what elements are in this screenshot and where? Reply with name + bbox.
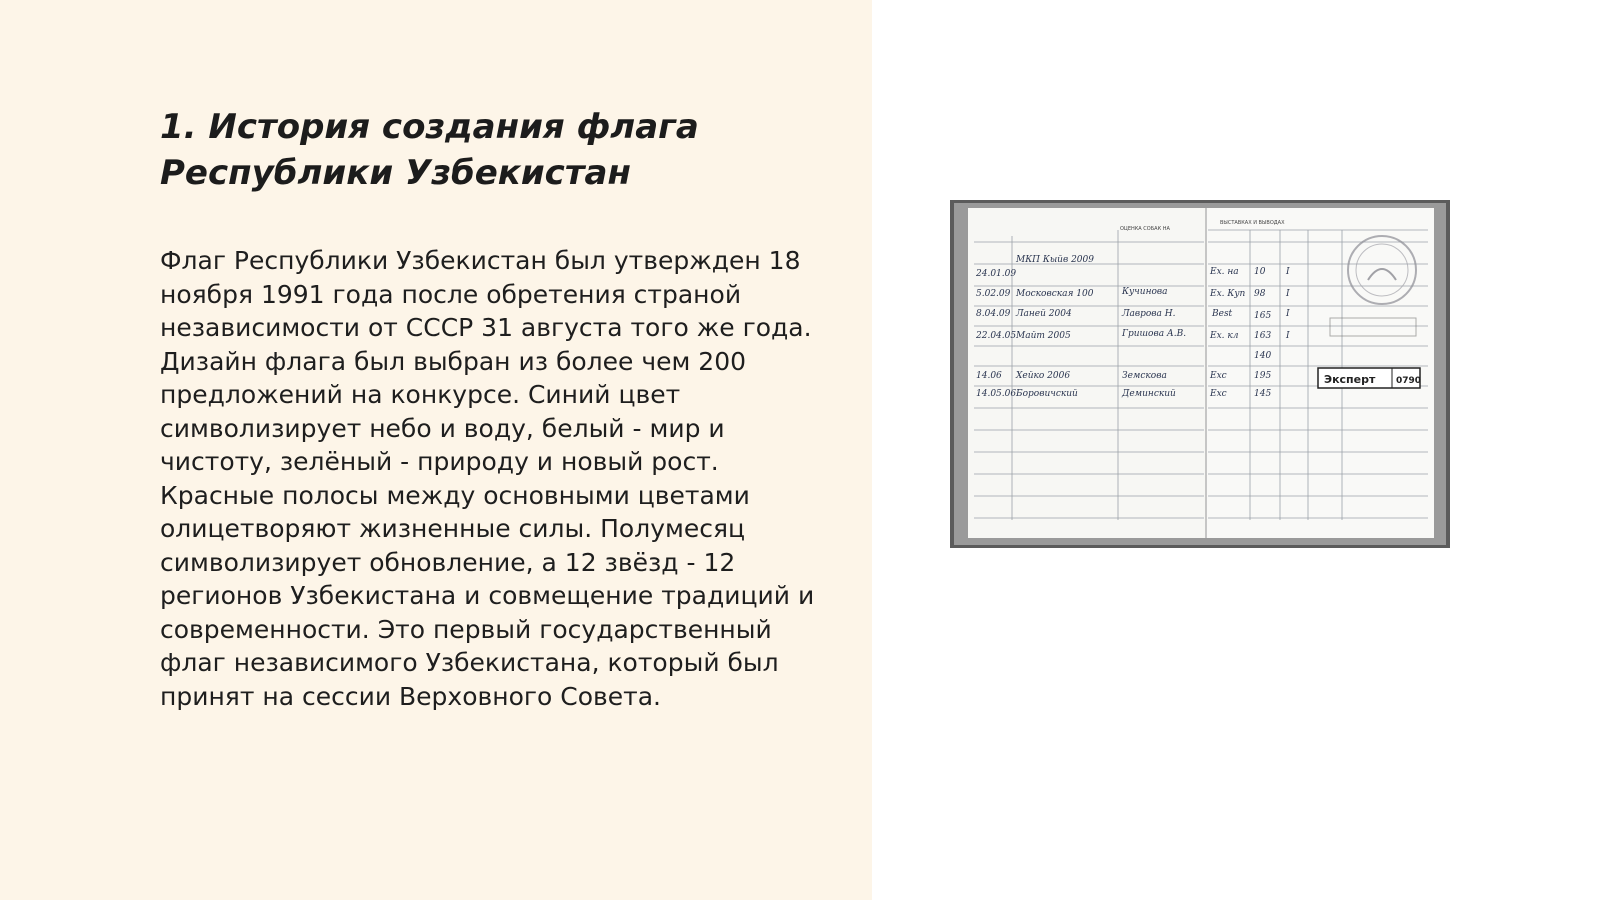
entry-cell: 163 (1254, 331, 1272, 341)
entry-cell: Майт 2005 (1016, 331, 1071, 341)
entry-cell: Боровичский (1016, 389, 1078, 399)
entry-cell: I (1286, 289, 1290, 299)
entry-cell: I (1286, 331, 1290, 341)
entry-cell: Ланей 2004 (1016, 309, 1072, 319)
entry-cell: Ex. кл (1210, 331, 1239, 341)
entry-cell: 14.05.06 (976, 389, 1017, 399)
entry-cell: Ex. Куп (1210, 289, 1246, 299)
entry-cell: 195 (1254, 371, 1272, 381)
entry-cell: Кучинова (1122, 287, 1168, 297)
entry-cell: 24.01.09 (976, 269, 1017, 279)
entry-cell: Деминский (1122, 389, 1176, 399)
entry-cell: 165 (1254, 311, 1272, 321)
entry-cell: 5.02.09 (976, 289, 1011, 299)
entry-cell: Лаврова Н. (1122, 309, 1176, 319)
entry-cell: 22.04.05 (976, 331, 1017, 341)
entry-cell: Ex. на (1210, 267, 1239, 277)
entry-cell: I (1286, 309, 1290, 319)
header-small-1: ОЦЕНКА СОБАК НА (1120, 226, 1170, 232)
slide-title: 1. История создания флага Республики Узбекистан (160, 107, 699, 193)
entry-cell: 98 (1254, 289, 1266, 299)
header-small-2: ВЫСТАВКАХ И ВЫВОДАХ (1220, 220, 1285, 226)
entry-cell: МКП Кыйв 2009 (1016, 255, 1094, 265)
entry-cell: I (1286, 267, 1290, 277)
entry-cell: 145 (1254, 389, 1272, 399)
logbook-photo (950, 200, 1450, 548)
entry-cell: Exc (1210, 371, 1227, 381)
entry-cell: 10 (1254, 267, 1266, 277)
entry-cell: Московская 100 (1016, 289, 1094, 299)
entry-cell: Best (1212, 309, 1233, 319)
entry-cell: 140 (1254, 351, 1272, 361)
stamp-number: 0790 (1396, 376, 1422, 386)
entry-cell: 8.04.09 (976, 309, 1011, 319)
expert-stamp (1318, 368, 1421, 388)
entry-cell: 14.06 (976, 371, 1002, 381)
slide-body-text: Флаг Республики Узбекистан был утвержден 18 ноября 1991 года после обретения страной независимости от СССР 31 августа того же года. Дизайн флага был выбран из более чем 200 предложений на конкурсе. Синий цвет символизирует небо и воду, белый - мир и чистоту, зелёный - природу и новый рост. Красные полосы между основными цветами олицетворяют жизненные силы. Полумесяц символизирует обновление, а 12 звёзд - 12 регионов Узбекистана и совмещение традиций и современности. Это первый государственный флаг независимого Узбекистана, который был принят на сессии Верховного Совета. (160, 246, 815, 711)
entry-cell: Гришова А.В. (1122, 329, 1187, 339)
entry-cell: Хейко 2006 (1016, 371, 1071, 381)
entry-cell: Exc (1210, 389, 1227, 399)
stamp-label: Эксперт (1324, 373, 1376, 386)
entry-cell: Земскова (1122, 371, 1167, 381)
